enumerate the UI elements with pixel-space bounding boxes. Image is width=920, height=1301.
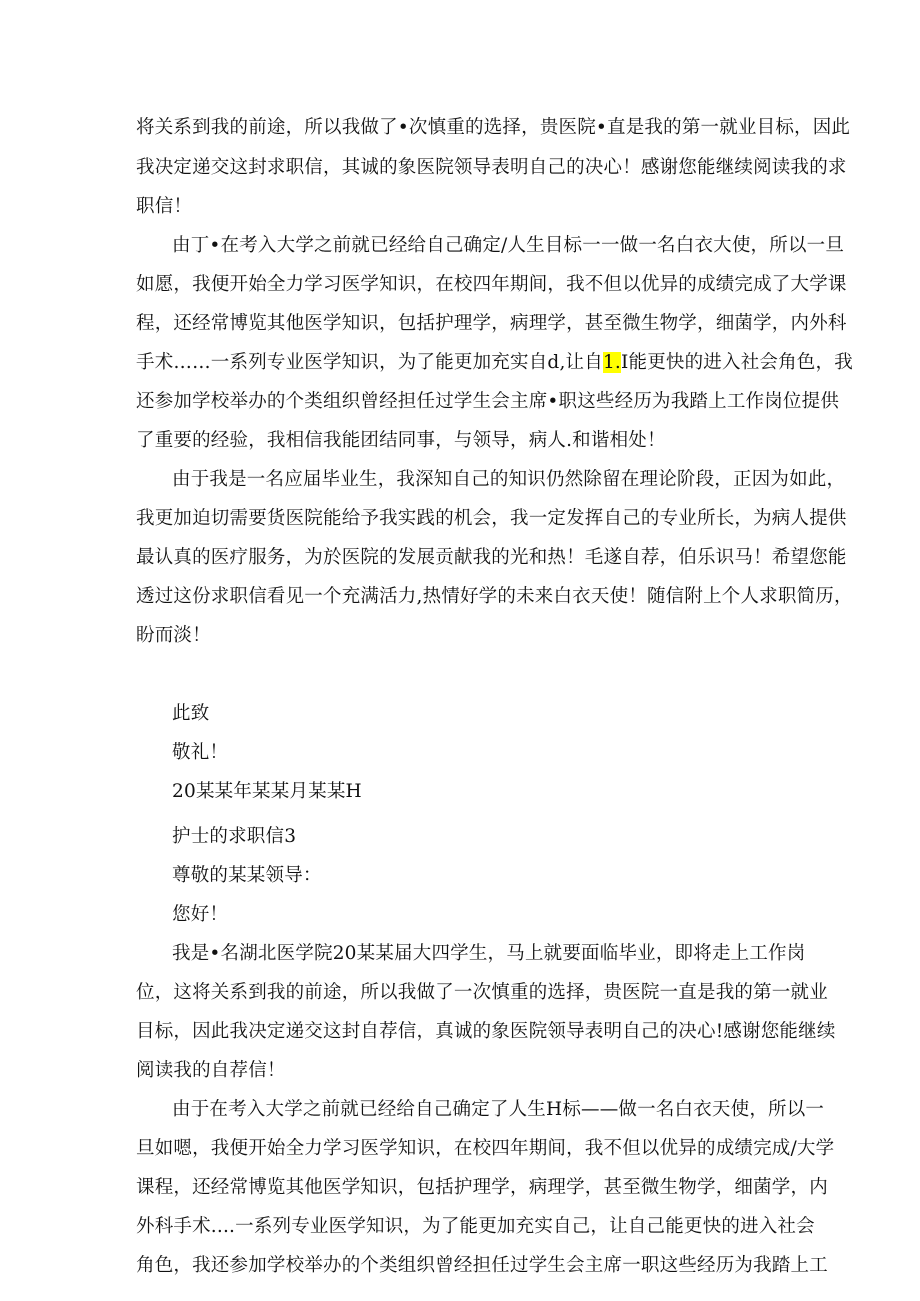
text-line: 目标，因此我决定递交这封自荐信，真诚的象医院领导表明自己的决心!感谢您能继续	[136, 1021, 836, 1042]
text-segment: 手术……一系列专业医学知识，为了能更加充实自d,让自	[136, 352, 603, 373]
text-line: 外科手术....一系列专业医学知识，为了能更加充实自己，让自己能更快的进入社会	[136, 1216, 815, 1237]
text-line: 课程，还经常博览其他医学知识，包括护理学，病理学，甚至微生物学，细菌学，内	[136, 1177, 828, 1198]
text-line-highlighted	[136, 351, 853, 375]
date-line: 20某某年某某月某某H	[172, 781, 362, 802]
text-line: 由于我是一名应届毕业生，我深知自己的知识仍然除留在理论阶段，正因为如此，	[172, 469, 846, 490]
text-line: 如愿，我便开始全力学习医学知识，在校四年期间，我不但以优异的成绩完成了大学课	[136, 274, 847, 295]
closing-line: 敬礼！	[172, 742, 229, 763]
closing-line: 此致	[172, 703, 210, 724]
highlight-mark: 1.	[602, 352, 621, 373]
text-line: 阅读我的自荐信！	[136, 1060, 286, 1081]
text-line: 我决定递交这封求职信，其诚的象医院领导表明自己的决心！感谢您能继续阅读我的求	[136, 157, 847, 178]
text-line: 角色，我还参加学校举办的个类组织曾经担任过学生会主席一职这些经历为我踏上工	[136, 1255, 828, 1276]
text-line: 还参加学校举办的个类组织曾经担任过学生会主席•职这些经历为我踏上工作岗位提供	[136, 391, 840, 412]
text-segment: I能更快的进入社会角色，我	[621, 352, 853, 373]
text-line: 我是•名湖北医学院20某某届大四学生，马上就要面临毕业，即将走上工作岗	[172, 943, 806, 964]
text-line: 我更加迫切需要货医院能给予我实践的机会，我一定发挥自己的专业所长，为病人提供	[136, 508, 847, 529]
text-line: 盼而淡！	[136, 625, 211, 646]
text-line: 旦如嗯，我便开始全力学习医学知识，在校四年期间，我不但以优异的成绩完成/大学	[136, 1138, 835, 1159]
text-line: 最认真的医疗服务，为於医院的发展贡献我的光和热！毛遂自荐，伯乐识马！希望您能	[136, 547, 847, 568]
text-line: 位，这将关系到我的前途，所以我做了一次慎重的选择，贵医院一直是我的第一就业	[136, 982, 828, 1003]
text-line: 了重要的经验，我相信我能团结同事，与领导，病人.和谐相处！	[136, 430, 666, 451]
text-line: 程，还经常博览其他医学知识，包括护理学，病理学，甚至微生物学，细菌学，内外科	[136, 313, 847, 334]
text-line: 透过这份求职信看见一个充满活力,热情好学的未来白衣天使！随信附上个人求职简历，	[136, 586, 853, 607]
salutation: 尊敬的某某领导：	[172, 865, 322, 886]
text-line: 由于在考入大学之前就已经给自己确定了人生H标——做一名白衣天使，所以一	[172, 1099, 825, 1120]
text-line: 将关系到我的前途，所以我做了•次慎重的选择，贵医院•直是我的第一就业目标，因此	[136, 117, 851, 138]
section-title: 护士的求职信3	[172, 826, 297, 847]
text-line: 由丁•在考入大学之前就已经给自己确定/人生目标一一做一名白衣大使，所以一旦	[172, 235, 845, 256]
greeting: 您好！	[172, 904, 229, 925]
text-line: 职信！	[136, 196, 193, 217]
